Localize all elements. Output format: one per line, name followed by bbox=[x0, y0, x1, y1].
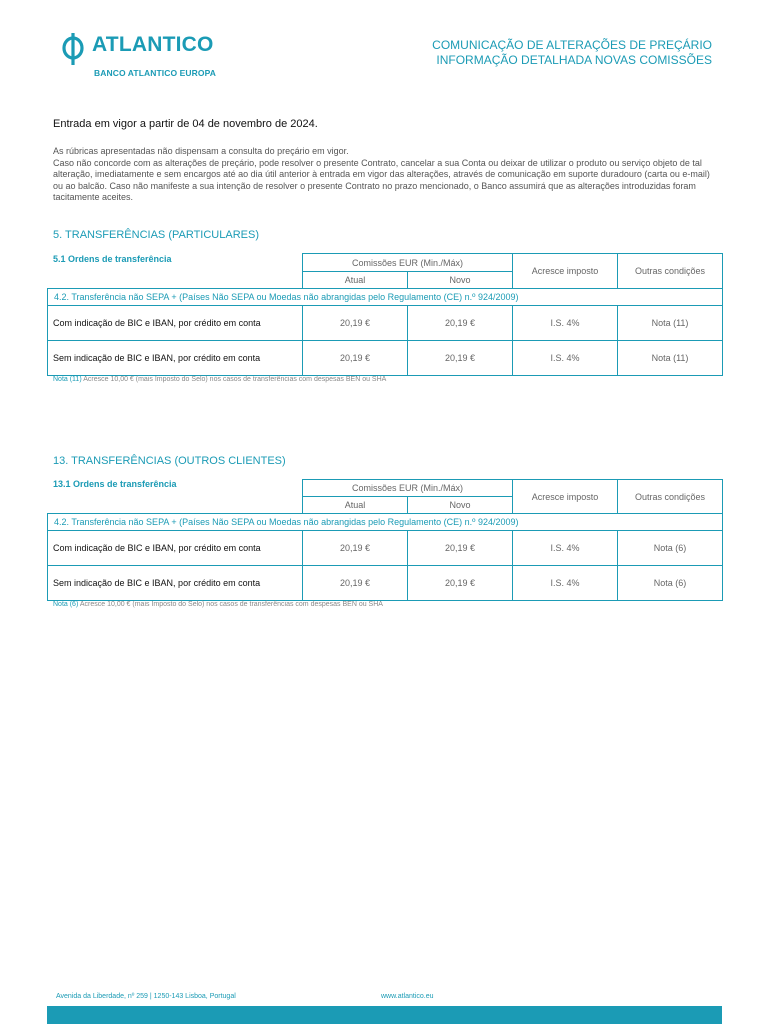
effective-date: Entrada em vigor a partir de 04 de novembro de 2024. bbox=[53, 118, 318, 130]
cell-other: Nota (6) bbox=[618, 531, 723, 566]
table-row bbox=[48, 531, 723, 566]
fees-table bbox=[47, 479, 723, 601]
table-group-row: 4.2. Transferência não SEPA + (Países Não SEPA ou Moedas não abrangidas pelo Regulamento (CE) n.º 924/2009) bbox=[48, 289, 723, 306]
cell-current: 20,19 € bbox=[303, 531, 408, 566]
fees-table bbox=[47, 253, 723, 376]
cell-new: 20,19 € bbox=[408, 341, 513, 376]
brand-name: ATLANTICO bbox=[92, 33, 214, 56]
footer-website-link[interactable]: www.atlantico.eu bbox=[381, 993, 434, 1000]
cell-tax: I.S. 4% bbox=[513, 341, 618, 376]
cell-tax: I.S. 4% bbox=[513, 566, 618, 601]
cell-new: 20,19 € bbox=[408, 531, 513, 566]
header-new: Novo bbox=[408, 272, 513, 289]
cell-other: Nota (11) bbox=[618, 341, 723, 376]
table-row bbox=[48, 306, 723, 341]
note-label: Nota (6) bbox=[53, 601, 79, 608]
cell-current: 20,19 € bbox=[303, 306, 408, 341]
intro-paragraph bbox=[53, 146, 715, 204]
cell-new: 20,19 € bbox=[408, 306, 513, 341]
header-tax: Acresce imposto bbox=[513, 254, 618, 289]
row-label: Com indicação de BIC e IBAN, por crédito em conta bbox=[48, 531, 303, 566]
note-text: Acresce 10,00 € (mais Imposto do Selo) nos casos de transferências com despesas BEN ou SHA bbox=[83, 376, 387, 383]
header-other-conditions: Outras condições bbox=[618, 254, 723, 289]
cell-other: Nota (11) bbox=[618, 306, 723, 341]
footer-address: Avenida da Liberdade, nº 259 | 1250-143 Lisboa, Portugal bbox=[56, 993, 236, 1000]
section-title: 5. TRANSFERÊNCIAS (PARTICULARES) bbox=[53, 229, 259, 241]
atlantico-logo-icon bbox=[60, 32, 86, 68]
header-current: Atual bbox=[303, 272, 408, 289]
section-subtitle: 13.1 Ordens de transferência bbox=[53, 479, 177, 489]
cell-tax: I.S. 4% bbox=[513, 531, 618, 566]
table-note bbox=[53, 376, 386, 383]
header-new: Novo bbox=[408, 497, 513, 514]
cell-current: 20,19 € bbox=[303, 341, 408, 376]
intro-line-2: Caso não concorde com as alterações de preçário, pode resolver o presente Contrato, cancelar a sua Conta ou deixar de utilizar o produto ou serviço objeto de tal alteração, imediatamente e sem encargos até ao dia útil anterior à entrada em vigor das alterações, através de comunicação em suporte duradouro (carta ou e-mail) ou ao balcão. Caso não manifeste a sua intenção de resolver o presente Contrato no prazo mencionado, o Banco assumirá que as alterações introduzidas foram tacitamente aceites. bbox=[53, 157, 710, 202]
intro-line-1: As rúbricas apresentadas não dispensam a consulta do preçário em vigor. bbox=[53, 146, 349, 156]
table-row bbox=[48, 341, 723, 376]
table-row bbox=[48, 566, 723, 601]
header-tax: Acresce imposto bbox=[513, 480, 618, 514]
header-subtitle: INFORMAÇÃO DETALHADA NOVAS COMISSÕES bbox=[436, 53, 712, 67]
row-label: Sem indicação de BIC e IBAN, por crédito em conta bbox=[48, 341, 303, 376]
table-note bbox=[53, 601, 383, 608]
cell-other: Nota (6) bbox=[618, 566, 723, 601]
section-title: 13. TRANSFERÊNCIAS (OUTROS CLIENTES) bbox=[53, 455, 286, 467]
section-subtitle: 5.1 Ordens de transferência bbox=[53, 254, 172, 264]
note-label: Nota (11) bbox=[53, 376, 82, 383]
header-title: COMUNICAÇÃO DE ALTERAÇÕES DE PREÇÁRIO bbox=[432, 38, 712, 52]
row-label: Com indicação de BIC e IBAN, por crédito em conta bbox=[48, 306, 303, 341]
cell-current: 20,19 € bbox=[303, 566, 408, 601]
row-label: Sem indicação de BIC e IBAN, por crédito em conta bbox=[48, 566, 303, 601]
cell-tax: I.S. 4% bbox=[513, 306, 618, 341]
brand-subtitle: BANCO ATLANTICO EUROPA bbox=[94, 68, 216, 78]
footer-bar bbox=[47, 1006, 722, 1024]
note-text: Acresce 10,00 € (mais Imposto do Selo) nos casos de transferências com despesas BEN ou SHA bbox=[79, 601, 383, 608]
header-commissions: Comissões EUR (Min./Máx) bbox=[303, 254, 513, 272]
cell-new: 20,19 € bbox=[408, 566, 513, 601]
table-group-row: 4.2. Transferência não SEPA + (Países Não SEPA ou Moedas não abrangidas pelo Regulamento (CE) n.º 924/2009) bbox=[48, 514, 723, 531]
table-corner bbox=[48, 254, 303, 289]
header-commissions: Comissões EUR (Min./Máx) bbox=[303, 480, 513, 497]
table-corner bbox=[48, 480, 303, 514]
header-other-conditions: Outras condições bbox=[618, 480, 723, 514]
header-current: Atual bbox=[303, 497, 408, 514]
